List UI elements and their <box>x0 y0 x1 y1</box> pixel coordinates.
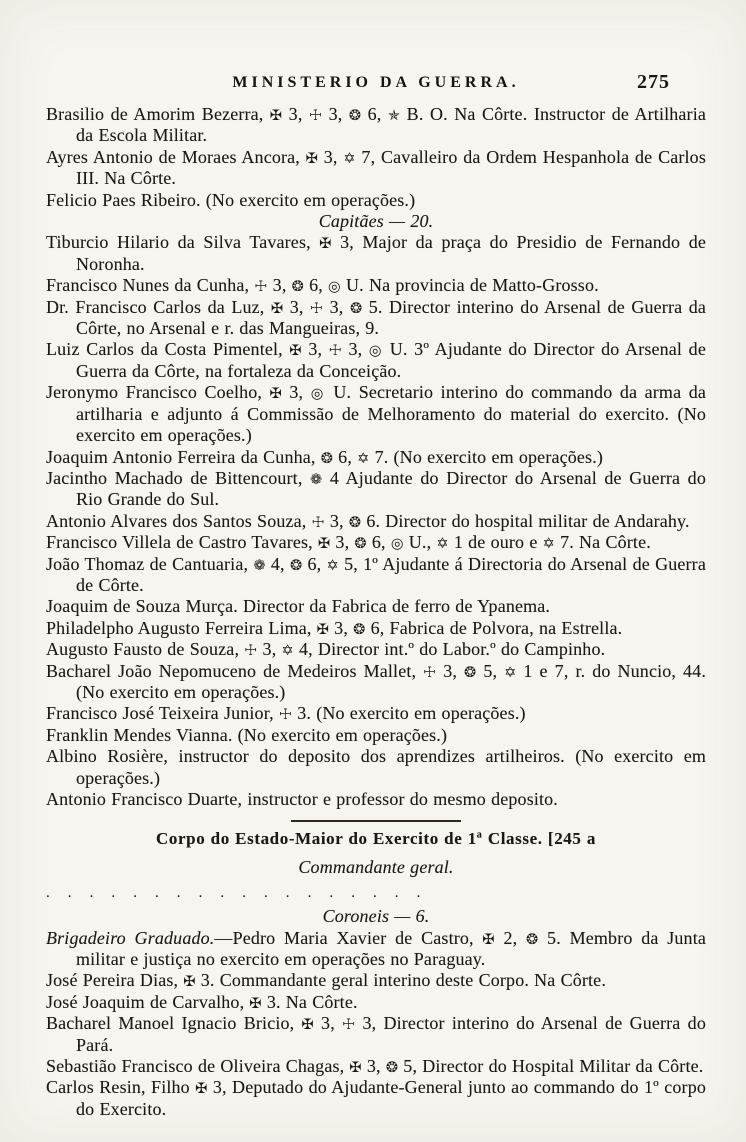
section-heading-italic: Commandante geral. <box>298 856 454 877</box>
rosette-icon: ❁ <box>253 557 266 574</box>
cross-fleury-icon: ✠ <box>195 1081 208 1098</box>
six-pointed-star-icon: ✡ <box>343 150 356 167</box>
cross-potent-icon: ☩ <box>308 108 323 124</box>
crowned-medal-icon: ❂ <box>464 664 477 681</box>
officer-entry: Jacintho Machado de Bittencourt, ❁ 4 Ajudante do Director do Arsenal de Guerra do Rio Grande do Sul. <box>46 467 706 510</box>
officer-entry: Dr. Francisco Carlos da Luz, ✠ 3, ☩ 3, ❂ 5. Director interino do Arsenal de Guerra da Côrte, no Arsenal e r. das Mangueiras, 9. <box>46 296 706 339</box>
officer-entry: Sebastião Francisco de Oliveira Chagas, ✠ 3, ❂ 5, Director do Hospital Militar da Côrte. <box>46 1056 704 1077</box>
cross-fleury-icon: ✠ <box>269 386 282 403</box>
section-divider-rule <box>291 820 461 822</box>
cross-fleury-icon: ✠ <box>270 300 284 317</box>
page-header <box>46 71 706 100</box>
officer-entry: Antonio Francisco Duarte, instructor e professor do mesmo deposito. <box>46 789 558 809</box>
cross-fleury-icon: ✠ <box>305 150 318 167</box>
officer-entry: Carlos Resin, Filho ✠ 3, Deputado do Ajudante-General junto ao commando do 1º corpo do Exercito. <box>46 1077 706 1119</box>
document-body <box>46 104 706 1120</box>
cross-fleury-icon: ✠ <box>183 974 196 991</box>
cross-potent-icon: ☩ <box>244 643 258 660</box>
section-heading-bold: Corpo do Estado-Maior do Exercito de 1ª Classe. [245 a <box>156 829 596 849</box>
section-heading-italic: Capitães — 20. <box>318 211 434 232</box>
circle-medal-icon: ◎ <box>310 386 326 403</box>
officer-entry: Joaquim de Souza Murça. Director da Fabrica de ferro de Ypanema. <box>46 596 551 617</box>
rosette-icon: ❁ <box>310 471 323 488</box>
cross-fleury-icon: ✠ <box>317 536 331 553</box>
officer-entry: Bacharel Manoel Ignacio Bricio, ✠ 3, ☩ 3, Director interino do Arsenal de Guerra do Pará. <box>46 1013 706 1055</box>
crowned-medal-icon: ❂ <box>289 557 303 574</box>
crowned-medal-icon: ❂ <box>385 1060 399 1077</box>
officer-entry: Francisco José Teixeira Junior, ☩ 3. (No exercito em operações.) <box>46 703 526 724</box>
officer-entry: Jeronymo Francisco Coelho, ✠ 3, ◎ U. Secretario interino do commando da arma da artilharia e adjunto á Commissão de Melhoramento do material do exercito. (No exercito em operações.) <box>46 382 707 446</box>
entry-lead-italic: Brigadeiro Graduado. <box>46 927 215 948</box>
cross-fleury-icon: ✠ <box>301 1017 314 1034</box>
officer-entry: José Joaquim de Carvalho, ✠ 3. Na Côrte. <box>46 991 358 1012</box>
cross-fleury-icon: ✠ <box>482 931 495 948</box>
crowned-medal-icon: ❂ <box>291 279 304 296</box>
cross-potent-icon: ☩ <box>310 300 324 317</box>
crowned-medal-icon: ❂ <box>348 514 362 531</box>
dotted-leader-line: . . . . . . . . . . . . . . . . . . <box>46 885 421 902</box>
cross-fleury-icon: ✠ <box>289 343 302 360</box>
page-title: MINISTERIO DA GUERRA. <box>232 74 520 91</box>
circle-medal-icon: ◎ <box>390 536 404 553</box>
cross-potent-icon: ☩ <box>342 1017 356 1034</box>
cross-potent-icon: ☩ <box>278 707 293 724</box>
circle-medal-icon: ◎ <box>328 279 341 296</box>
circle-medal-icon: ◎ <box>368 343 384 360</box>
crowned-medal-icon: ❂ <box>349 300 363 317</box>
officer-entry: José Pereira Dias, ✠ 3. Commandante geral interino deste Corpo. Na Côrte. <box>46 970 606 991</box>
crowned-medal-icon: ❂ <box>320 450 334 467</box>
cross-potent-icon: ☩ <box>311 514 325 531</box>
crowned-medal-icon: ❂ <box>353 621 366 638</box>
officer-entry: Philadelpho Augusto Ferreira Lima, ✠ 3, ❂ 6, Fabrica de Polvora, na Estrella. <box>46 617 623 638</box>
star-figure-icon: ✯ <box>387 108 401 124</box>
officer-entry: Franklin Mendes Vianna. (No exercito em operações.) <box>46 724 448 745</box>
officer-entry: Antonio Alvares dos Santos Souza, ☩ 3, ❂ 6. Director do hospital militar de Andarahy. <box>46 510 690 531</box>
crowned-medal-icon: ❂ <box>354 536 367 553</box>
officer-entry: Brasilio de Amorim Bezerra, ✠ 3, ☩ 3, ❂ 6, ✯ B. O. Na Côrte. Instructor de Artilharia da Escola Militar. <box>46 104 706 146</box>
officer-entry: Luiz Carlos da Costa Pimentel, ✠ 3, ☩ 3, ◎ U. 3º Ajudante do Director do Arsenal de Guerra da Côrte, na fortaleza da Conceição. <box>46 339 706 381</box>
officer-entry: Albino Rosière, instructor do deposito dos aprendizes artilheiros. (No exercito em operações.) <box>46 746 706 788</box>
officer-entry: Francisco Villela de Castro Tavares, ✠ 3, ❂ 6, ◎ U., ✡ 1 de ouro e ✡ 7. Na Côrte. <box>46 532 651 553</box>
officer-entry: Joaquim Antonio Ferreira da Cunha, ❂ 6, ✡ 7. (No exercito em operações.) <box>46 446 603 467</box>
crowned-medal-icon: ❂ <box>526 931 539 948</box>
officer-entry: João Thomaz de Cantuaria, ❁ 4, ❂ 6, ✡ 5, 1º Ajudante á Directoria do Arsenal de Guerra de Côrte. <box>46 553 706 595</box>
six-pointed-star-icon: ✡ <box>326 557 339 574</box>
page-number: 275 <box>637 71 670 93</box>
cross-fleury-icon: ✠ <box>269 108 283 124</box>
six-pointed-star-icon: ✡ <box>281 643 294 660</box>
cross-fleury-icon: ✠ <box>349 1060 362 1077</box>
cross-fleury-icon: ✠ <box>319 236 332 253</box>
six-pointed-star-icon: ✡ <box>542 536 555 553</box>
six-pointed-star-icon: ✡ <box>504 664 517 681</box>
officer-entry: Felicio Paes Ribeiro. (No exercito em operações.) <box>46 189 416 210</box>
six-pointed-star-icon: ✡ <box>357 450 370 467</box>
cross-potent-icon: ☩ <box>254 279 268 296</box>
six-pointed-star-icon: ✡ <box>436 536 449 553</box>
officer-entry: Brigadeiro Graduado.—Pedro Maria Xavier de Castro, ✠ 2, ❂ 5. Membro da Junta militar e justiça no exercito em operações no Paraguay. <box>46 927 706 970</box>
crowned-medal-icon: ❂ <box>348 108 362 124</box>
cross-fleury-icon: ✠ <box>316 621 330 638</box>
officer-entry: Francisco Nunes da Cunha, ☩ 3, ❂ 6, ◎ U. Na provincia de Matto-Grosso. <box>46 275 599 296</box>
officer-entry: Augusto Fausto de Souza, ☩ 3, ✡ 4, Director int.º do Labor.º do Campinho. <box>46 639 606 660</box>
cross-fleury-icon: ✠ <box>249 995 262 1012</box>
cross-potent-icon: ☩ <box>328 343 342 360</box>
officer-entry: Tiburcio Hilario da Silva Tavares, ✠ 3, Major da praça do Presidio de Fernando de Noronha. <box>46 232 706 274</box>
section-heading-italic: Coroneis — 6. <box>322 906 430 927</box>
cross-potent-icon: ☩ <box>423 664 437 681</box>
officer-entry: Ayres Antonio de Moraes Ancora, ✠ 3, ✡ 7, Cavalleiro da Ordem Hespanhola de Carlos III. Na Côrte. <box>46 146 706 189</box>
officer-entry: Bacharel João Nepomuceno de Medeiros Mallet, ☩ 3, ❂ 5, ✡ 1 e 7, r. do Nuncio, 44. (No exercito em operações.) <box>46 660 706 702</box>
